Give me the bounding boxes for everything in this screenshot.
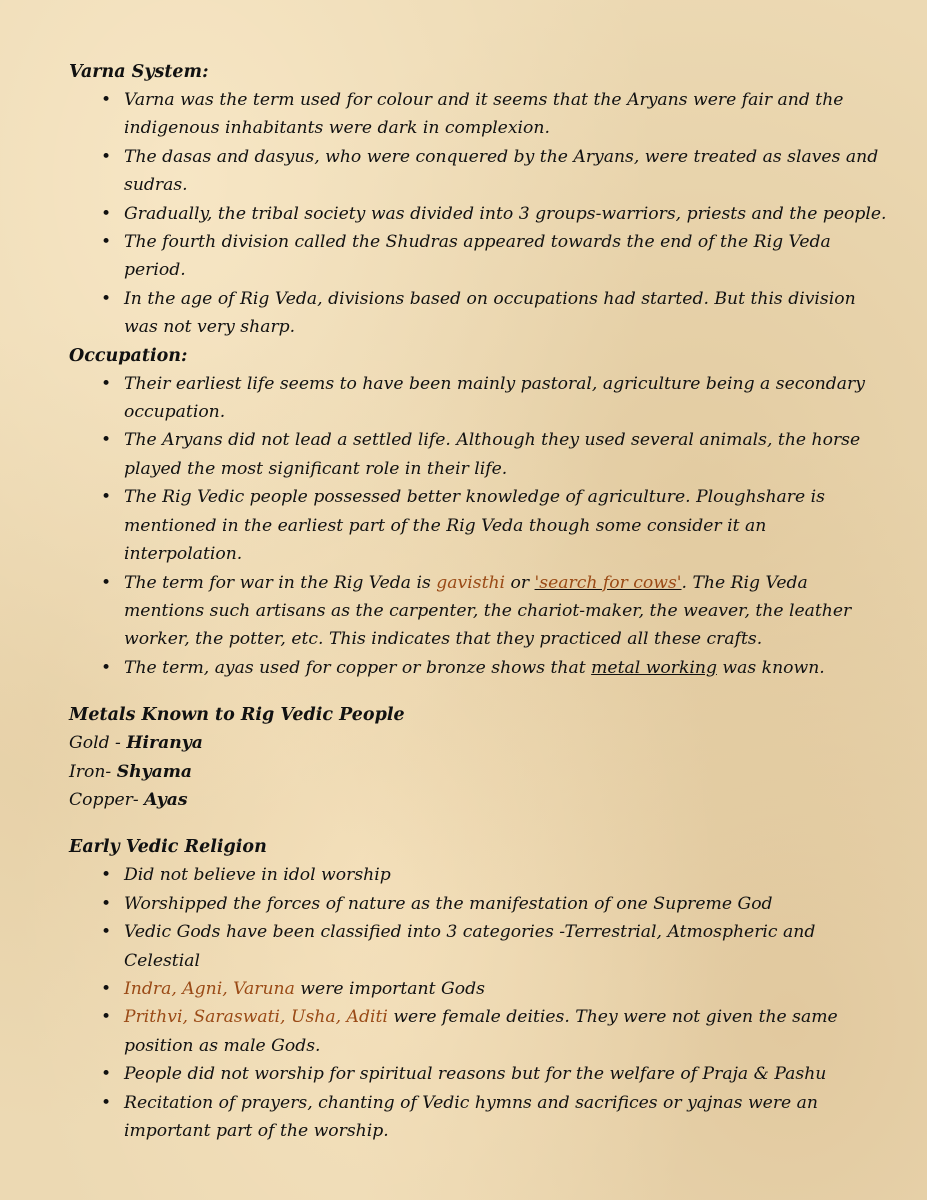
- war-term-item: • The term for war in the Rig Veda is gavisthi or 'search for cows'. The Rig Veda mentions such artisans as the carpenter, the chariot-maker, the weaver, the leather worker, the potter, etc. This indicates that they practiced all these crafts.: [69, 569, 887, 654]
- occupation-section: [69, 342, 887, 682]
- list-item: • The Aryans did not lead a settled life. Although they used several animals, the horse played the most significant role in their life.: [69, 426, 887, 483]
- gods-item: • Indra, Agni, Varuna were important Gods: [69, 975, 887, 1003]
- occupation-heading: Occupation:: [69, 345, 188, 366]
- list-item: • Gradually, the tribal society was divided into 3 groups-warriors, priests and the people.: [69, 200, 887, 228]
- gavisthi-term: gavisthi: [436, 572, 506, 593]
- list-item: • The fourth division called the Shudras appeared towards the end of the Rig Veda period.: [69, 228, 887, 285]
- varna-list: [69, 86, 887, 342]
- list-item: • People did not worship for spiritual reasons but for the welfare of Praja & Pashu: [69, 1060, 887, 1088]
- list-item: • Recitation of prayers, chanting of Vedic hymns and sacrifices or yajnas were an important part of the worship.: [69, 1089, 887, 1146]
- list-item: • The Rig Vedic people possessed better knowledge of agriculture. Ploughshare is mentioned in the earliest part of the Rig Veda though some consider it an interpolation.: [69, 483, 887, 568]
- goddesses-item: • Prithvi, Saraswati, Usha, Aditi were female deities. They were not given the same position as male Gods.: [69, 1003, 887, 1060]
- metal-working-phrase: metal working: [591, 657, 717, 678]
- metal-row-iron: Iron- Shyama: [69, 761, 193, 782]
- section-spacer: [69, 682, 887, 701]
- religion-section: [69, 833, 887, 1145]
- metal-working-item: • The term, ayas used for copper or bronze shows that metal working was known.: [69, 654, 887, 682]
- varna-section: [69, 58, 887, 342]
- goddesses-names: Prithvi, Saraswati, Usha, Aditi: [124, 1007, 388, 1028]
- list-item: • The dasas and dasyus, who were conquered by the Aryans, were treated as slaves and sudras.: [69, 143, 887, 200]
- section-spacer: [69, 814, 887, 833]
- list-item: • Vedic Gods have been classified into 3 categories -Terrestrial, Atmospheric and Celestial: [69, 918, 887, 975]
- religion-list: [69, 861, 887, 1145]
- list-item: • Their earliest life seems to have been mainly pastoral, agriculture being a secondary occupation.: [69, 370, 887, 427]
- varna-heading: Varna System:: [69, 62, 209, 82]
- gods-names: Indra, Agni, Varuna: [124, 978, 295, 999]
- metal-row-gold: Gold - Hiranya: [69, 733, 203, 754]
- list-item: • In the age of Rig Veda, divisions based on occupations had started. But this division was not very sharp.: [69, 285, 887, 342]
- search-for-cows-phrase: 'search for cows': [534, 572, 682, 593]
- metal-row-copper: Copper- Ayas: [69, 789, 188, 810]
- metals-heading: Metals Known to Rig Vedic People: [69, 705, 405, 726]
- list-item: • Worshipped the forces of nature as the manifestation of one Supreme God: [69, 890, 887, 918]
- religion-heading: Early Vedic Religion: [69, 837, 267, 858]
- list-item: • Did not believe in idol worship: [69, 861, 887, 889]
- metals-section: [69, 701, 887, 814]
- occupation-list: [69, 370, 887, 682]
- list-item: • Varna was the term used for colour and it seems that the Aryans were fair and the indigenous inhabitants were dark in complexion.: [69, 86, 887, 143]
